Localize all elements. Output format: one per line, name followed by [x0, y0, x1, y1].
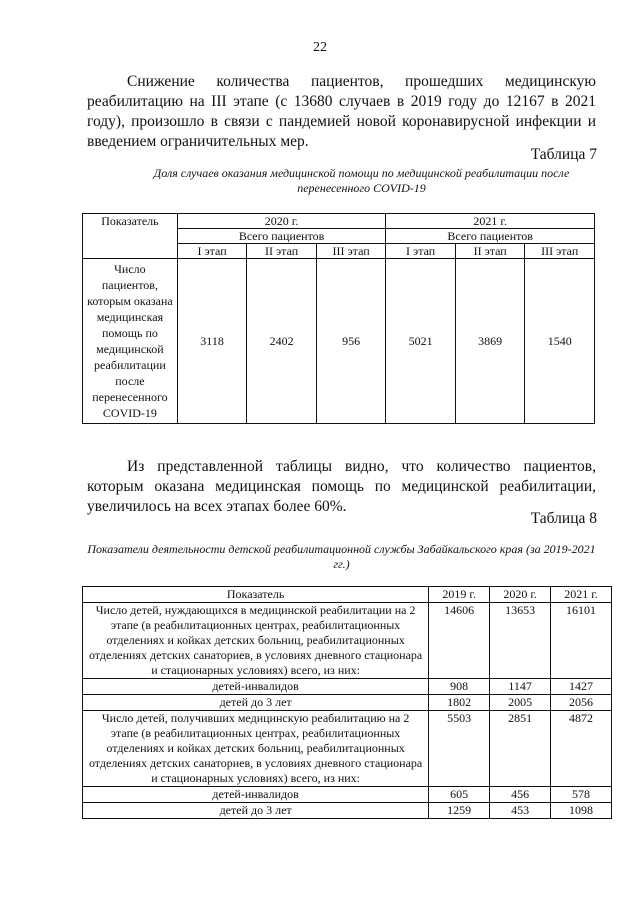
table-8-row-label: Число детей, нуждающихся в медицинской реабилитации на 2 этапе (в реабилитационных центрах, реабилитационных отделениях и койках детских больниц, реабилитационных отделениях детских санаториев, в условиях дневного стационара и стационарных условиях) всего, из них:	[83, 603, 429, 679]
table-7-header-stage: I этап	[177, 244, 247, 259]
table-8-value: 1098	[551, 803, 612, 819]
table-7-header-indicator: Показатель	[83, 214, 178, 259]
table-row	[83, 259, 595, 424]
table-8-row-label: детей-инвалидов	[83, 679, 429, 695]
table-8-row-label: Число детей, получивших медицинскую реабилитацию на 2 этапе (в реабилитационных центрах, реабилитационных отделениях и койках детских больниц, реабилитационных отделениях детских санаториев, в условиях дневного стационара и стационарных условиях) всего, из них:	[83, 711, 429, 787]
table-7-header-stage: II этап	[455, 244, 525, 259]
table-8	[82, 586, 612, 819]
table-7-header-stage: II этап	[247, 244, 317, 259]
table-7-row-label: Число пациентов, которым оказана медицинская помощь по медицинской реабилитации после перенесенного COVID-19	[83, 259, 178, 424]
table-8-value: 14606	[429, 603, 490, 679]
table-row	[83, 603, 612, 679]
table-8-value: 5503	[429, 711, 490, 787]
table-8-header: Показатель	[83, 587, 429, 603]
table-8-value: 578	[551, 787, 612, 803]
table-8-label: Таблица 8	[530, 510, 597, 527]
table-row	[83, 787, 612, 803]
table-8-value: 456	[490, 787, 551, 803]
table-7-header-year-2020: 2020 г.	[177, 214, 386, 229]
table-8-value: 1259	[429, 803, 490, 819]
table-8-value: 908	[429, 679, 490, 695]
table-7-header-stage: III этап	[316, 244, 386, 259]
table-8-header: 2021 г.	[551, 587, 612, 603]
table-7-value: 3118	[177, 259, 247, 424]
table-row	[83, 695, 612, 711]
table-7-value: 956	[316, 259, 386, 424]
table-7-caption: Доля случаев оказания медицинской помощи по медицинской реабилитации после перенесенного COVID-19	[153, 166, 570, 195]
table-8-row-label: детей до 3 лет	[83, 695, 429, 711]
table-7-header-year-2021: 2021 г.	[386, 214, 595, 229]
table-row	[83, 711, 612, 787]
table-7-value: 5021	[386, 259, 456, 424]
table-8-value: 1802	[429, 695, 490, 711]
table-8-header: 2020 г.	[490, 587, 551, 603]
table-8-value: 4872	[551, 711, 612, 787]
table-8-value: 1147	[490, 679, 551, 695]
table-8-value: 605	[429, 787, 490, 803]
table-row	[83, 679, 612, 695]
table-8-value: 453	[490, 803, 551, 819]
table-8-value: 1427	[551, 679, 612, 695]
table-row	[83, 803, 612, 819]
paragraph-pandemic-decline: Снижение количества пациентов, прошедших медицинскую реабилитацию на III этапе (с 13680 случаев в 2019 году до 12167 в 2021 году), произошло в связи с пандемией новой коронавирусной инфекции и введением ограничительных мер.	[87, 73, 596, 150]
table-8-value: 2056	[551, 695, 612, 711]
table-7-value: 1540	[525, 259, 595, 424]
page-number: 22	[313, 40, 327, 55]
table-7	[82, 213, 595, 424]
table-7-header-total-2020: Всего пациентов	[177, 229, 386, 244]
table-7-label: Таблица 7	[530, 146, 597, 163]
table-8-value: 2005	[490, 695, 551, 711]
paragraph-increase-summary: Из представленной таблицы видно, что количество пациентов, которым оказана медицинская помощь по медицинской реабилитации, увеличилось на всех этапах более 60%.	[87, 458, 596, 515]
table-8-value: 2851	[490, 711, 551, 787]
table-7-value: 3869	[455, 259, 525, 424]
table-8-value: 13653	[490, 603, 551, 679]
table-7-header-stage: I этап	[386, 244, 456, 259]
table-7-header-total-2021: Всего пациентов	[386, 229, 595, 244]
table-7-header-stage: III этап	[525, 244, 595, 259]
table-7-value: 2402	[247, 259, 317, 424]
table-8-caption: Показатели деятельности детской реабилитационной службы Забайкальского края (за 2019-2021 гг.)	[87, 542, 596, 571]
table-8-value: 16101	[551, 603, 612, 679]
table-8-row-label: детей-инвалидов	[83, 787, 429, 803]
table-8-header: 2019 г.	[429, 587, 490, 603]
table-8-row-label: детей до 3 лет	[83, 803, 429, 819]
